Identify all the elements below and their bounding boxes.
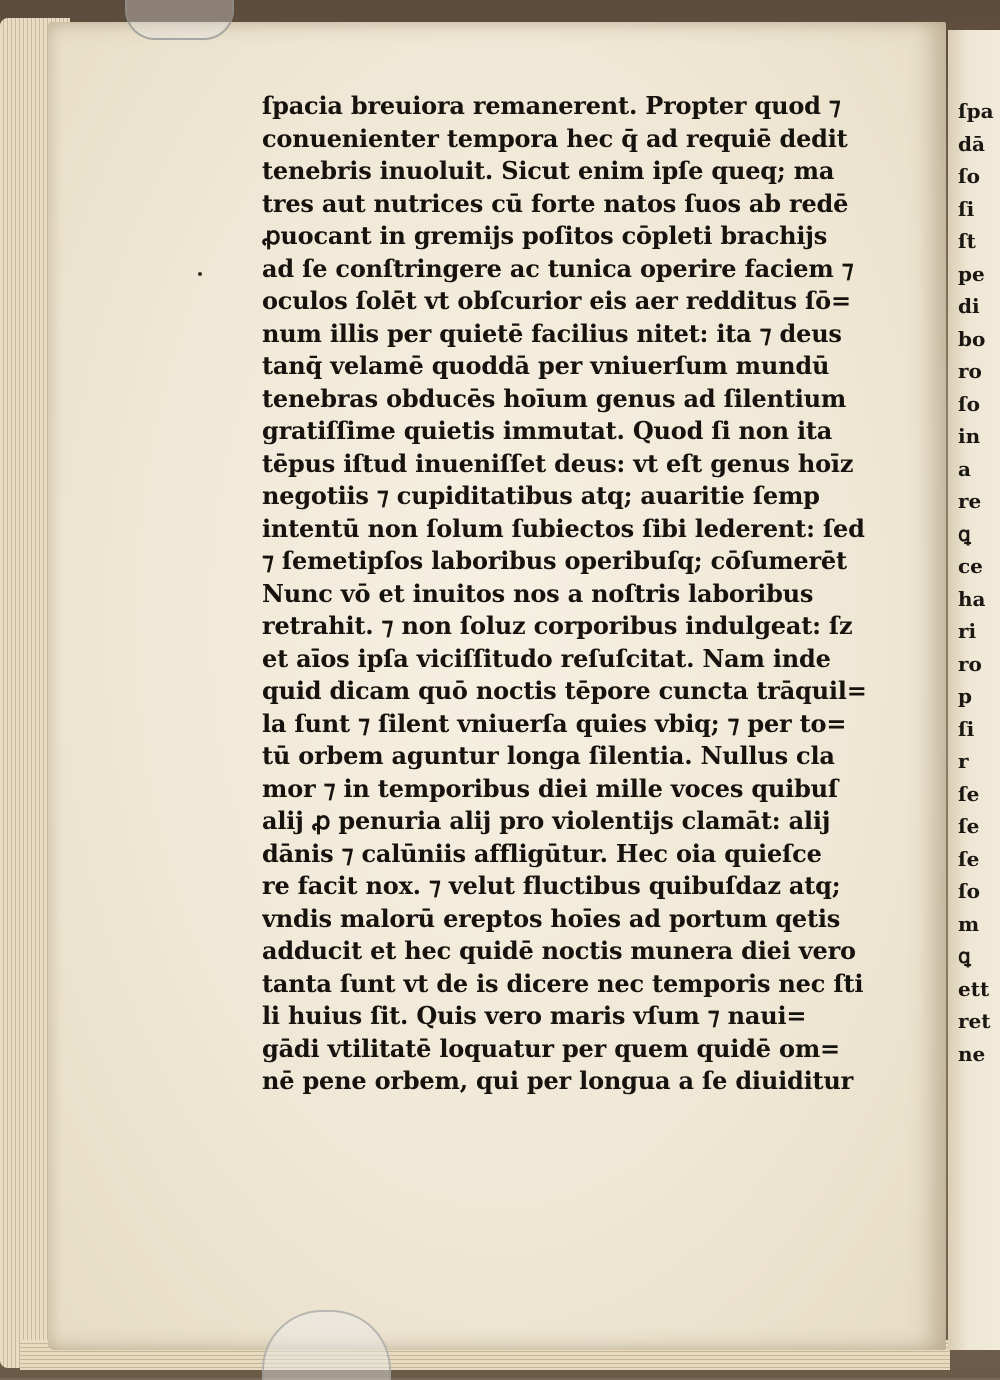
facing-text-line: ro (958, 651, 982, 676)
text-line: alij ꝓ penuria alij pro violentijs clamāt: alij (262, 806, 831, 835)
text-line: gratiſſime quietis immutat. Quod ſi non ita (262, 416, 833, 445)
facing-text-line: ret (958, 1009, 991, 1033)
text-line: ad ſe conſtringere ac tunica operire faciem ⁊ (262, 253, 854, 283)
text-line: et aīos ipſa viciſſitudo reſuſcitat. Nam inde (262, 643, 831, 673)
text-line: la ſunt ⁊ ſilent vniuerſa quies vbiq; ⁊ per to= (262, 708, 847, 738)
text-line: li huius ſit. Quis vero maris vſum ⁊ naui= (262, 1001, 807, 1030)
facing-text-line: m (958, 911, 980, 936)
facing-text-line: ro (958, 359, 982, 383)
page-clip-top (125, 0, 234, 40)
text-line: tanta ſunt vt de is dicere nec temporis nec ſti (262, 968, 864, 998)
facing-text-line: di (958, 294, 980, 318)
facing-page-text (958, 95, 1000, 1070)
text-line: conuenienter tempora hec q̄ ad requiē dedit (262, 123, 848, 153)
facing-text-line: dā (958, 131, 985, 156)
printed-text-block (262, 90, 882, 1098)
text-line: adducit et hec quidē noctis munera diei vero (262, 936, 856, 965)
text-line: quid dicam quō noctis tēpore cuncta trāquil= (262, 676, 867, 705)
facing-text-line: ſo (958, 164, 980, 188)
facing-text-line: ri (958, 619, 977, 643)
text-line: tēpus iſtud inueniſſet deus: vt eſt genus hoīz (262, 448, 854, 478)
facing-text-line: r (958, 749, 969, 773)
facing-text-line: re (958, 489, 982, 513)
facing-text-line: ſi (958, 196, 975, 221)
text-line: gādi vtilitatē loquatur per quem quidē om= (262, 1033, 840, 1063)
facing-text-line: ſe (958, 781, 980, 806)
text-line: vndis malorū ereptos hoīes ad portum qetis (262, 903, 841, 933)
text-line: retrahit. ⁊ non ſoluz corporibus indulgeat: ſz (262, 611, 853, 640)
facing-text-line: p (958, 684, 972, 708)
text-line: oculos ſolēt vt obſcurior eis aer redditus ſō= (262, 286, 851, 315)
text-line: ⁊ ſemetipſos laboribus operibuſq; cōſumerēt (262, 546, 847, 575)
facing-text-line: ſo (958, 391, 980, 416)
facing-text-line: ne (958, 1041, 986, 1066)
facing-text-line: ſi (958, 716, 975, 741)
text-line: tenebras obducēs hoīum genus ad ſilentium (262, 383, 847, 413)
facing-text-line: ha (958, 586, 986, 611)
text-line: re facit nox. ⁊ velut fluctibus quibuſdaz atq; (262, 871, 841, 900)
facing-text-line: ꝗ (958, 521, 971, 546)
facing-text-line: ſe (958, 846, 980, 871)
text-line: tenebris inuoluit. Sicut enim ipſe queq; ma (262, 156, 835, 185)
facing-text-line: ſpa (958, 99, 994, 123)
facing-text-line: a (958, 456, 971, 481)
text-line: ꝓuocant in gremijs poſitos cōpleti brachijs (262, 221, 828, 250)
facing-text-line: ſo (958, 879, 980, 903)
facing-text-line: pe (958, 261, 985, 286)
facing-text-line: in (958, 424, 981, 448)
text-line: num illis per quietē facilius nitet: ita ⁊ deus (262, 318, 842, 348)
text-line: Nunc vō et inuitos nos a noſtris laboribus (262, 578, 814, 608)
text-line: mor ⁊ in temporibus diei mille voces quibuſ (262, 773, 839, 803)
text-line: negotiis ⁊ cupiditatibus atq; auaritie ſemp (262, 481, 820, 510)
facing-text-line: ſt (958, 229, 976, 253)
text-line: tanq̄ velamē quoddā per vniuerſum mundū (262, 351, 830, 380)
facing-text-line: ꝗ (958, 944, 971, 968)
facing-text-line: ce (958, 554, 983, 578)
text-line: tres aut nutrices cū forte natos ſuos ab redē (262, 188, 849, 218)
ink-spot (198, 272, 202, 276)
text-line: ſpacia breuiora remanerent. Propter quod ⁊ (262, 91, 841, 120)
text-line: tū orbem aguntur longa ſilentia. Nullus cla (262, 741, 835, 770)
text-line: nē pene orbem, qui per longua a ſe diuiditur (262, 1066, 854, 1095)
facing-text-line: ett (958, 976, 990, 1001)
text-line: intentū non ſolum ſubiectos ſibi lederent: ſed (262, 513, 865, 543)
facing-text-line: ſe (958, 814, 980, 838)
text-line: dānis ⁊ calūniis affligūtur. Hec oia quieſce (262, 838, 822, 868)
facing-text-line: bo (958, 326, 986, 351)
